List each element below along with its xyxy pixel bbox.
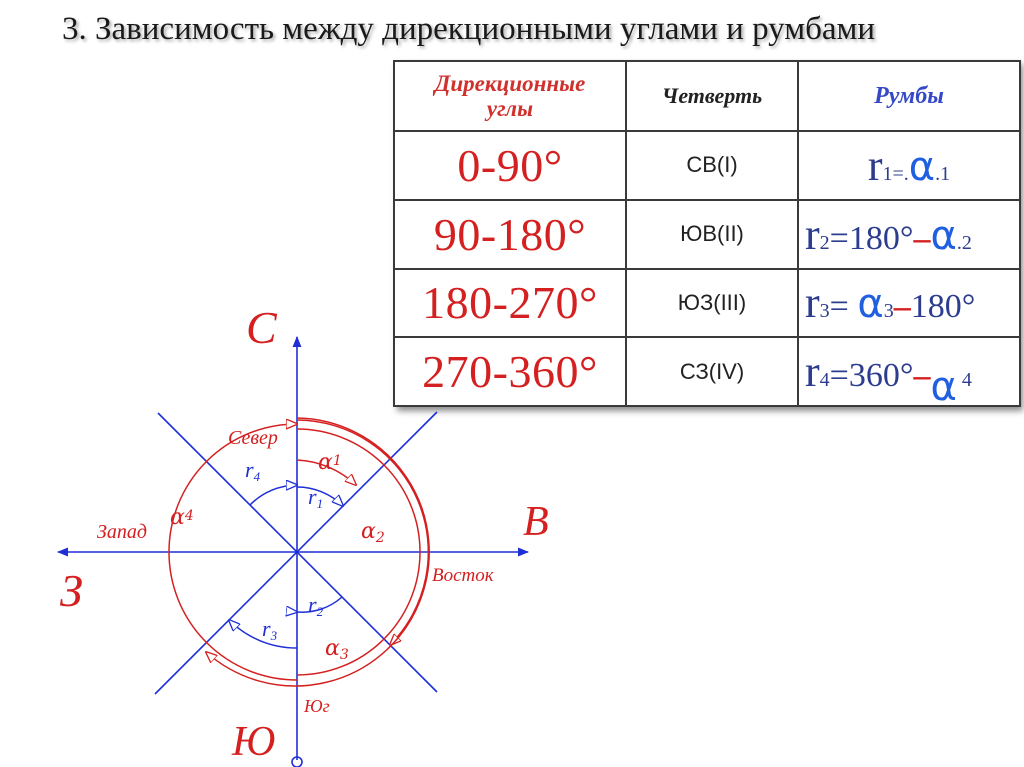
formula-pre: 360° <box>848 357 914 395</box>
header-quarter: Четверть <box>626 61 798 131</box>
header-rumbs: Румбы <box>798 61 1020 131</box>
cardinal-west: З <box>60 565 83 616</box>
formula-alpha: α <box>930 364 957 411</box>
cardinal-east: В <box>523 499 549 545</box>
header-angles-line2: углы <box>486 96 534 121</box>
formula-r-sub: 3 <box>819 300 830 323</box>
formula-alpha: α <box>857 281 884 328</box>
r3-label: r3 <box>262 616 278 643</box>
ne-sw-line <box>155 412 437 694</box>
formula-pre: 180° <box>848 219 914 257</box>
quarter-cell: СВ(I) <box>626 131 798 200</box>
formula-alpha-sub: .2 <box>956 231 972 254</box>
r2-label: r2 <box>308 592 324 619</box>
rumb-arcs <box>229 485 343 648</box>
formula-r: r <box>805 347 820 397</box>
alpha3-label: α3 <box>325 636 349 663</box>
table-header-row <box>394 61 1020 131</box>
cardinal-north: С <box>246 302 277 353</box>
quarter-cell: ЮЗ(III) <box>626 269 798 338</box>
alpha1-label: α1 <box>318 450 342 475</box>
table-row <box>394 200 1020 269</box>
label-south: Юг <box>304 696 330 716</box>
arc-r4 <box>250 485 297 505</box>
formula-minus: – <box>913 357 931 395</box>
formula-r-sub: 4 <box>819 369 830 392</box>
r1-label: r1 <box>308 484 324 511</box>
range-cell: 270-360° <box>394 337 626 406</box>
formula-eq: = <box>829 288 858 326</box>
compass-diagram <box>0 270 600 767</box>
header-directional-angles <box>394 61 626 131</box>
alpha2-label: α2 <box>361 519 385 546</box>
axes <box>58 337 528 760</box>
formula-alpha: α <box>908 143 936 190</box>
formula-eq: = <box>829 357 849 395</box>
formula-r: r <box>805 278 820 328</box>
r4-label: r4 <box>245 457 261 484</box>
formula-alpha-sub: 3 <box>883 300 894 323</box>
header-angles-line1: Дирекционные <box>434 71 586 96</box>
label-east: Восток <box>432 565 494 586</box>
formula-cell <box>798 131 1020 200</box>
formula-r: r <box>805 209 820 259</box>
alpha4-label: α4 <box>170 505 194 530</box>
formula-alpha: α <box>930 212 957 259</box>
formula-minus: – <box>893 288 911 326</box>
formula-r-sub: 2 <box>819 231 830 254</box>
range-cell: 180-270° <box>394 269 626 338</box>
table-row <box>394 131 1020 200</box>
formula-eq: = <box>829 219 849 257</box>
formula-r: r <box>867 140 883 190</box>
label-north: Север <box>228 427 278 449</box>
formula-post: 180° <box>910 288 976 326</box>
formula-eq: =. <box>892 162 909 185</box>
formula-alpha-sub: 4 <box>956 369 972 392</box>
label-west: Запад <box>97 521 148 543</box>
formula-cell <box>798 337 1020 411</box>
quarter-cell: СЗ(IV) <box>626 337 798 406</box>
range-cell: 0-90° <box>394 131 626 200</box>
formula-minus: – <box>913 219 931 257</box>
formula-r-sub: 1 <box>882 162 893 185</box>
slide-title: 3. Зависимость между дирекционными углами и румбами <box>62 11 876 47</box>
cardinal-south: Ю <box>232 719 276 765</box>
range-cell: 90-180° <box>394 200 626 269</box>
quarter-cell: ЮВ(II) <box>626 200 798 269</box>
formula-alpha-sub: .1 <box>935 162 951 185</box>
formula-cell <box>798 269 1020 338</box>
formula-cell <box>798 200 1020 269</box>
rumb-labels <box>245 457 324 643</box>
